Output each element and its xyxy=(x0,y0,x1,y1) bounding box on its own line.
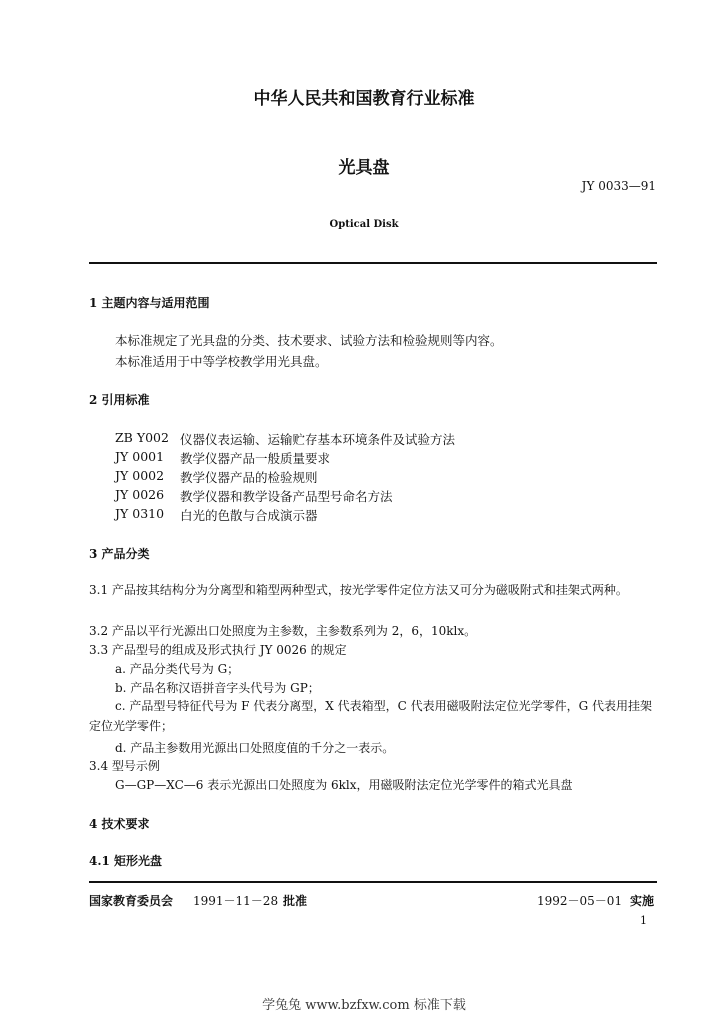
section-3-heading: 3 产品分类 xyxy=(89,547,150,561)
reference-title: 教学仪器产品的检验规则 xyxy=(180,470,318,485)
english-title: Optical Disk xyxy=(329,219,399,230)
watermark-link[interactable]: 学兔兔 www.bzfxw.com 标准下载 xyxy=(262,998,466,1013)
clause-4-1: 4.1 矩形光盘 xyxy=(89,854,163,868)
reference-code: JY 0026 xyxy=(115,487,165,502)
reference-title: 教学仪器和教学设备产品型号命名方法 xyxy=(180,489,393,504)
section-1-heading: 1 主题内容与适用范围 xyxy=(89,296,210,310)
clause-3-4: 3.4 型号示例 xyxy=(89,759,160,773)
section-2-heading: 2 引用标准 xyxy=(89,393,150,407)
reference-code: ZB Y002 xyxy=(115,430,169,445)
list-item: c. 产品型号特征代号为 F 代表分离型，X 代表箱型，C 代表用磁吸附法定位光学零件，G 代表用挂架定位光学零件； xyxy=(89,699,653,733)
list-item: b. 产品名称汉语拼音字头代号为 GP； xyxy=(115,681,320,695)
reference-title: 白光的色散与合成演示器 xyxy=(180,508,318,523)
reference-code: JY 0002 xyxy=(115,468,165,483)
reference-title: 仪器仪表运输、运输贮存基本环境条件及试验方法 xyxy=(180,432,456,447)
issuer: 国家教育委员会 xyxy=(89,894,174,908)
clause-3-2: 3.2 产品以平行光源出口处照度为主参数，主参数系列为 2，6，10klx。 xyxy=(89,624,477,638)
section-4-heading: 4 技术要求 xyxy=(89,817,150,831)
reference-code: JY 0001 xyxy=(115,449,165,464)
header-divider xyxy=(89,262,657,264)
effective-date: 1992－05－01 xyxy=(537,894,623,908)
list-item: a. 产品分类代号为 G； xyxy=(115,662,240,676)
clause-3-1: 3.1 产品按其结构分为分离型和箱型两种型式，按光学零件定位方法又可分为磁吸附式和挂架式两种。 xyxy=(89,583,628,597)
reference-code: JY 0310 xyxy=(115,506,165,521)
reference-title: 教学仪器产品一般质量要求 xyxy=(180,451,331,466)
effective-label: 实施 xyxy=(630,894,655,908)
section-1-paragraph: 本标准适用于中等学校教学用光具盘。 xyxy=(115,354,328,369)
clause-3-3: 3.3 产品型号的组成及形式执行 JY 0026 的规定 xyxy=(89,643,347,657)
list-item: d. 产品主参数用光源出口处照度值的千分之一表示。 xyxy=(115,741,395,755)
approve-label: 批准 xyxy=(283,894,308,908)
footer-divider xyxy=(89,881,657,883)
standard-type: 中华人民共和国教育行业标准 xyxy=(253,89,475,109)
standard-code: JY 0033—91 xyxy=(581,179,656,193)
approve-date: 1991－11－28 xyxy=(193,894,279,908)
model-example: G—GP—XC—6 表示光源出口处照度为 6klx，用磁吸附法定位光学零件的箱式光具盘 xyxy=(115,778,573,792)
page-number: 1 xyxy=(640,914,647,927)
page-title: 光具盘 xyxy=(338,158,390,178)
section-1-paragraph: 本标准规定了光具盘的分类、技术要求、试验方法和检验规则等内容。 xyxy=(115,333,503,348)
